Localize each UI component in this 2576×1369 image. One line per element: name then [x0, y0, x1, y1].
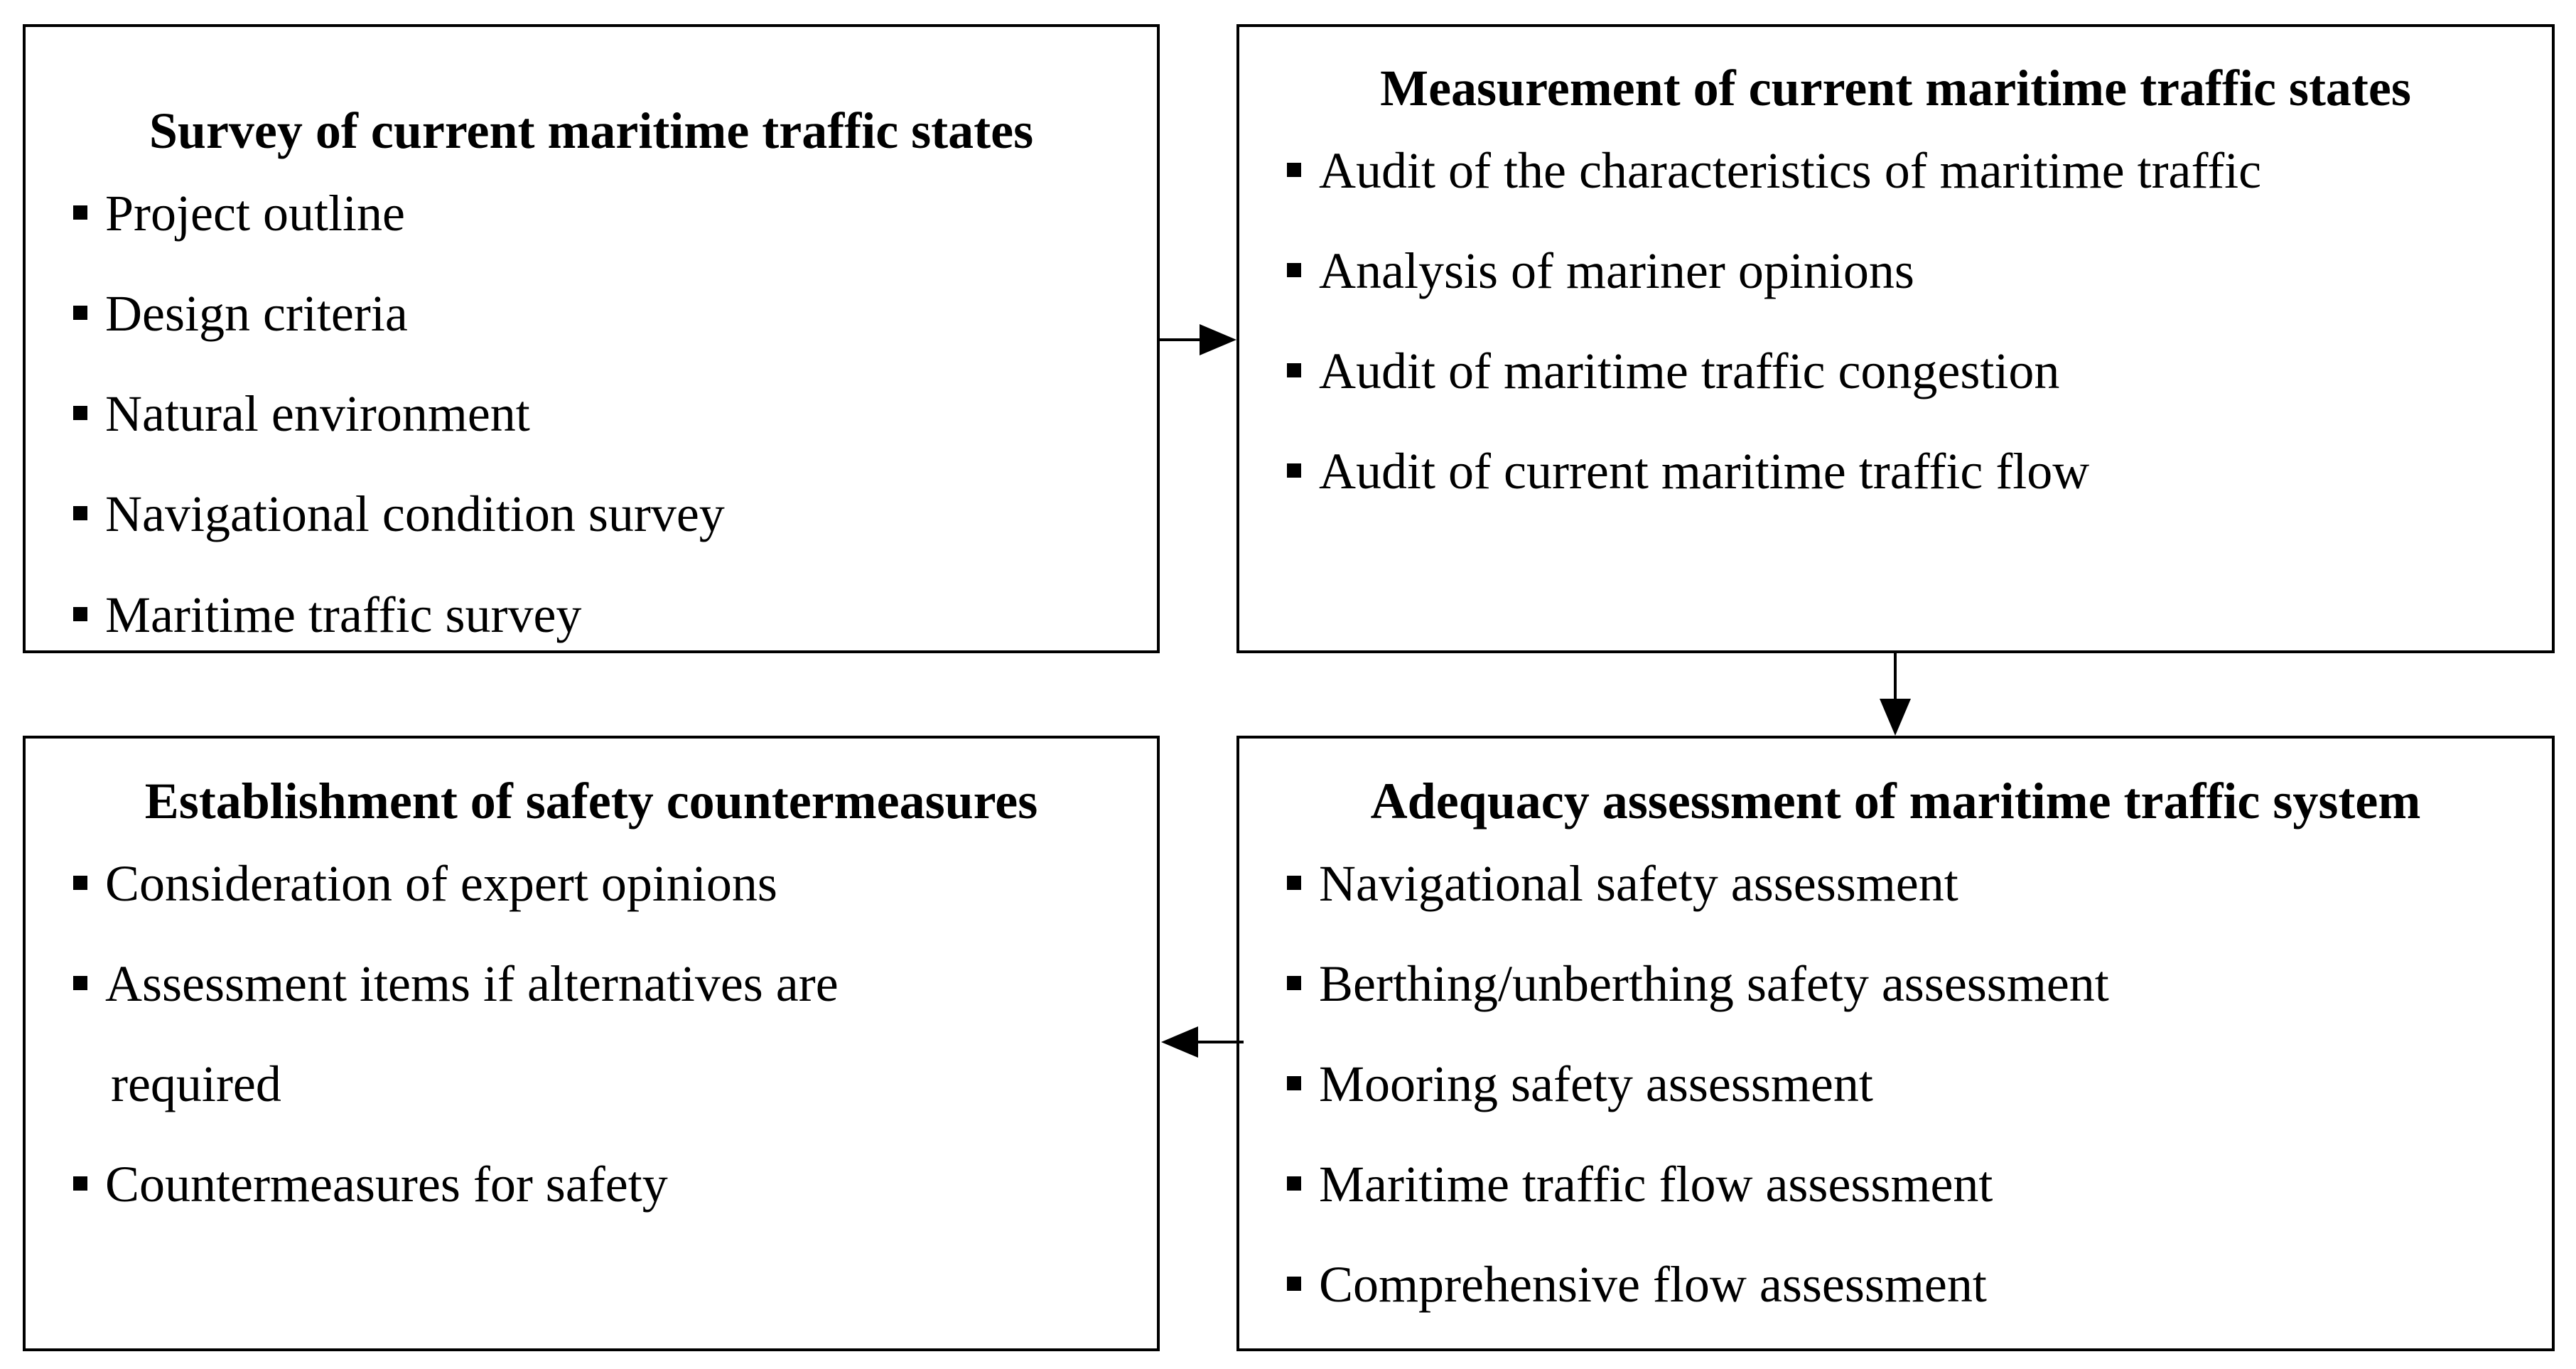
survey-item-natural-environment: Natural environment: [105, 385, 530, 442]
adequacy-item-navigational-safety: Navigational safety assessment: [1319, 855, 1958, 912]
establishment-item-continuation: required: [111, 1056, 281, 1112]
bullet-icon: [73, 406, 87, 420]
bullet-icon: [1287, 263, 1301, 277]
measurement-item-traffic-congestion: Audit of maritime traffic congestion: [1319, 343, 2060, 399]
establishment-item-assessment-alternatives: Assessment items if alternatives are: [105, 955, 839, 1012]
bullet-icon: [1287, 163, 1301, 177]
bullet-icon: [73, 607, 87, 621]
bullet-icon: [1287, 463, 1301, 478]
bullet-icon: [1287, 1176, 1301, 1191]
survey-title: Survey of current maritime traffic states: [149, 102, 1034, 159]
bullet-icon: [1287, 1277, 1301, 1291]
survey-item-navigational-condition: Navigational condition survey: [105, 485, 725, 542]
adequacy-item-comprehensive-flow: Comprehensive flow assessment: [1319, 1256, 1987, 1313]
bullet-icon: [73, 876, 87, 890]
bullet-icon: [1287, 976, 1301, 990]
adequacy-item-mooring-safety: Mooring safety assessment: [1319, 1056, 1873, 1112]
establishment-item-countermeasures: Countermeasures for safety: [105, 1156, 668, 1213]
adequacy-title: Adequacy assessment of maritime traffic system: [1370, 773, 2421, 830]
arrow-measurement-to-adequacy: [1880, 653, 1911, 736]
measurement-title: Measurement of current maritime traffic states: [1380, 60, 2411, 117]
bullet-icon: [1287, 876, 1301, 890]
survey-item-project-outline: Project outline: [105, 185, 405, 242]
adequacy-item-berthing-safety: Berthing/unberthing safety assessment: [1319, 955, 2109, 1012]
bullet-icon: [1287, 1076, 1301, 1090]
survey-item-maritime-traffic-survey: Maritime traffic survey: [105, 586, 582, 643]
arrow-survey-to-measurement: [1160, 324, 1236, 355]
measurement-item-audit-characteristics: Audit of the characteristics of maritime traffic: [1319, 142, 2262, 199]
adequacy-box: [1236, 736, 2555, 1351]
bullet-icon: [73, 205, 87, 220]
measurement-item-mariner-opinions: Analysis of mariner opinions: [1319, 242, 1914, 299]
bullet-icon: [73, 506, 87, 520]
adequacy-item-traffic-flow: Maritime traffic flow assessment: [1319, 1156, 1993, 1213]
measurement-item-traffic-flow: Audit of current maritime traffic flow: [1319, 443, 2090, 500]
arrow-adequacy-to-establishment: [1161, 1026, 1244, 1058]
establishment-item-expert-opinions: Consideration of expert opinions: [105, 855, 777, 912]
bullet-icon: [73, 306, 87, 320]
bullet-icon: [73, 1176, 87, 1191]
survey-box: [23, 24, 1160, 653]
establishment-box: [23, 736, 1160, 1351]
measurement-box: [1236, 24, 2555, 653]
bullet-icon: [1287, 363, 1301, 377]
establishment-title: Establishment of safety countermeasures: [144, 773, 1038, 830]
bullet-icon: [73, 976, 87, 990]
survey-item-design-criteria: Design criteria: [105, 285, 408, 342]
